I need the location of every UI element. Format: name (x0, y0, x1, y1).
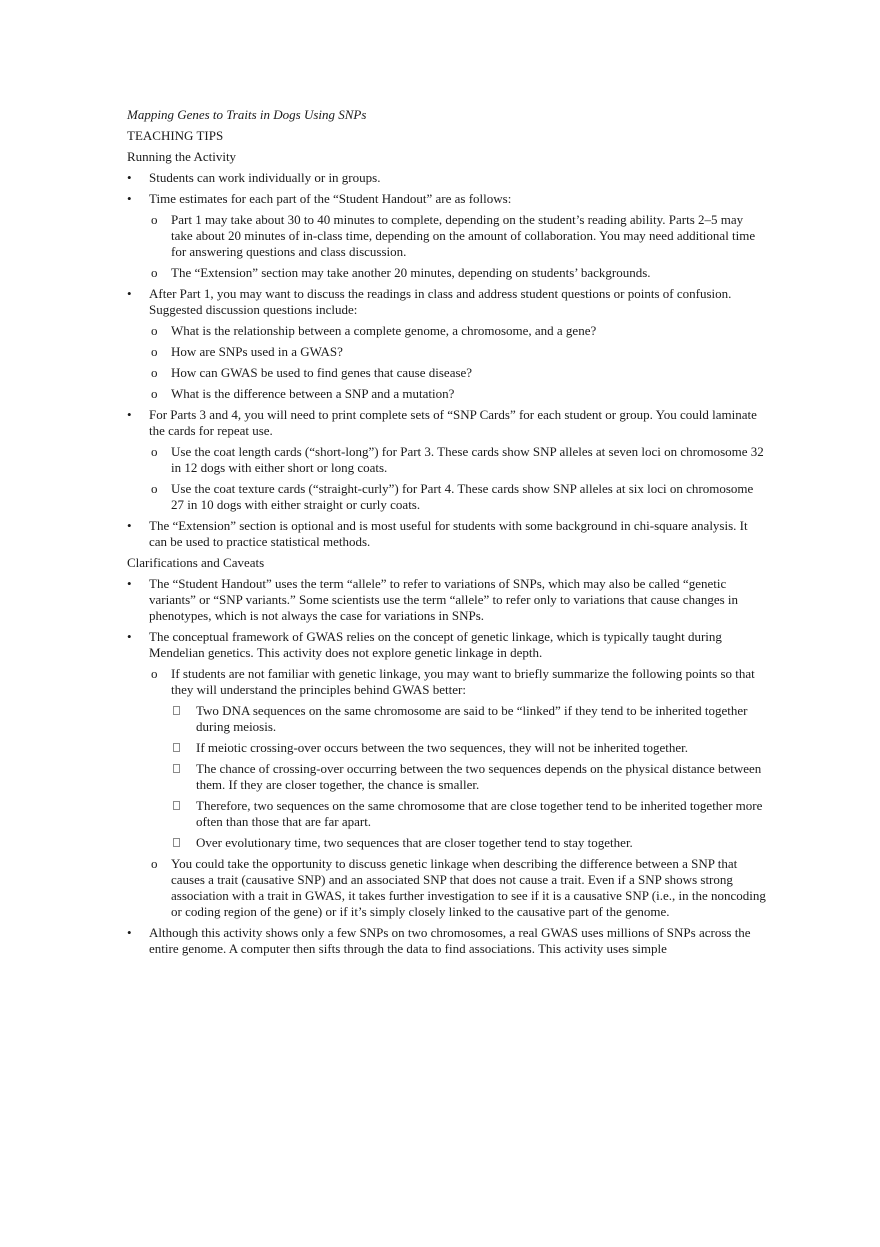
sub-list-item: o You could take the opportunity to discuss genetic linkage when describing the difference between a SNP that causes a trait (causative SNP) and an associated SNP that does not cause a trait. Even if a SNP shows strong association with a trait in GWAS, it takes further investigation to see if it is a causative SNP (i.e., in the noncoding or coding region of the gene) or if it’s simply closely linked to the causative part of the genome. (149, 856, 767, 920)
sub-list (149, 212, 767, 281)
sub-list-item: o What is the difference between a SNP and a mutation? (149, 386, 767, 402)
sub-list-item: o Use the coat length cards (“short-long”) for Part 3. These cards show SNP alleles at seven loci on chromosome 32 in 12 dogs with either short or long coats. (149, 444, 767, 476)
teaching-tips-heading: TEACHING TIPS (127, 128, 224, 143)
page-content (127, 107, 767, 962)
list-item: • Although this activity shows only a few SNPs on two chromosomes, a real GWAS uses millions of SNPs across the entire genome. A computer then sifts through the data to find associations. This activity uses simple (127, 925, 767, 957)
clarifications-heading: Clarifications and Caveats (127, 555, 265, 570)
sub-list (149, 666, 767, 920)
linkage-point: Over evolutionary time, two sequences that are closer together tend to stay together. (171, 835, 767, 851)
list-item: • Students can work individually or in groups. (127, 170, 767, 186)
list-item: • The “Student Handout” uses the term “allele” to refer to variations of SNPs, which may also be called “genetic variants” or “SNP variants.” Some scientists use the term “allele” to refer only to variations that cause changes in phenotypes, which is not always the case for variations in SNPs. (127, 576, 767, 624)
list-item: • The conceptual framework of GWAS relies on the concept of genetic linkage, which is typically taught during Mendelian genetics. This activity does not explore genetic linkage in depth. o If students are not familiar with genetic linkage, you may want to briefly summarize the following points so that they will understand the principles behind GWAS better: Two DNA sequences on the same chromosome are said to be “linked” if they tend to be inherited together during meiosis. If meiotic crossing-over occurs between the two sequences, they will not be inherited together. The chance of crossing-over occurring between the two sequences depends on the physical distance between them. If they are closer together, the chance is smaller. Therefore, two sequences on the same chromosome that are close together tend to be inherited together more often than those that are far apart. Over evolutionary time, two sequences that are closer together tend to stay together. o You could take the opportunity to discuss genetic linkage when describing the difference between a SNP that causes a trait (causative SNP) and an associated SNP that does not cause a trait. Even if a SNP shows strong association with a trait in GWAS, it takes further investigation to see if it is a causative SNP (i.e., in the noncoding or coding region of the gene) or if it’s simply closely linked to the causative part of the genome. (127, 629, 767, 920)
linkage-points-list (171, 703, 767, 851)
list-item: • For Parts 3 and 4, you will need to print complete sets of “SNP Cards” for each student or group. You could laminate the cards for repeat use. o Use the coat length cards (“short-long”) for Part 3. These cards show SNP alleles at seven loci on chromosome 32 in 12 dogs with either short or long coats. o Use the coat texture cards (“straight-curly”) for Part 4. These cards show SNP alleles at six loci on chromosome 27 in 10 dogs with either straight or curly coats. (127, 407, 767, 513)
sub-list (149, 444, 767, 513)
sub-list-item: o If students are not familiar with genetic linkage, you may want to briefly summarize the following points so that they will understand the principles behind GWAS better: Two DNA sequences on the same chromosome are said to be “linked” if they tend to be inherited together during meiosis. If meiotic crossing-over occurs between the two sequences, they will not be inherited together. The chance of crossing-over occurring between the two sequences depends on the physical distance between them. If they are closer together, the chance is smaller. Therefore, two sequences on the same chromosome that are close together tend to be inherited together more often than those that are far apart. Over evolutionary time, two sequences that are closer together tend to stay together. (149, 666, 767, 851)
linkage-point: Therefore, two sequences on the same chromosome that are close together tend to be inherited together more often than those that are far apart. (171, 798, 767, 830)
linkage-point: If meiotic crossing-over occurs between the two sequences, they will not be inherited together. (171, 740, 767, 756)
sub-list (149, 323, 767, 402)
sub-list-item: o How are SNPs used in a GWAS? (149, 344, 767, 360)
sub-list-item: o How can GWAS be used to find genes that cause disease? (149, 365, 767, 381)
clarifications-list (127, 576, 767, 957)
document-title: Mapping Genes to Traits in Dogs Using SNPs (127, 107, 367, 122)
linkage-point: The chance of crossing-over occurring between the two sequences depends on the physical distance between them. If they are closer together, the chance is smaller. (171, 761, 767, 793)
sub-list-item: o The “Extension” section may take another 20 minutes, depending on students’ backgrounds. (149, 265, 767, 281)
sub-list-item: o Part 1 may take about 30 to 40 minutes to complete, depending on the student’s reading ability. Parts 2–5 may take about 20 minutes of in-class time, depending on the amount of collaboration. You may need additional time for answering questions and class discussion. (149, 212, 767, 260)
list-item: • Time estimates for each part of the “Student Handout” are as follows: o Part 1 may take about 30 to 40 minutes to complete, depending on the student’s reading ability. Parts 2–5 may take about 20 minutes of in-class time, depending on the amount of collaboration. You may need additional time for answering questions and class discussion. o The “Extension” section may take another 20 minutes, depending on students’ backgrounds. (127, 191, 767, 281)
running-activity-list (127, 170, 767, 550)
sub-list-item: o What is the relationship between a complete genome, a chromosome, and a gene? (149, 323, 767, 339)
list-item: • The “Extension” section is optional and is most useful for students with some background in chi-square analysis. It can be used to practice statistical methods. (127, 518, 767, 550)
linkage-point: Two DNA sequences on the same chromosome are said to be “linked” if they tend to be inherited together during meiosis. (171, 703, 767, 735)
list-item: • After Part 1, you may want to discuss the readings in class and address student questions or points of confusion. Suggested discussion questions include: o What is the relationship between a complete genome, a chromosome, and a gene? o How are SNPs used in a GWAS? o How can GWAS be used to find genes that cause disease? o What is the difference between a SNP and a mutation? (127, 286, 767, 402)
sub-list-item: o Use the coat texture cards (“straight-curly”) for Part 4. These cards show SNP alleles at six loci on chromosome 27 in 10 dogs with either straight or curly coats. (149, 481, 767, 513)
running-activity-heading: Running the Activity (127, 149, 237, 164)
